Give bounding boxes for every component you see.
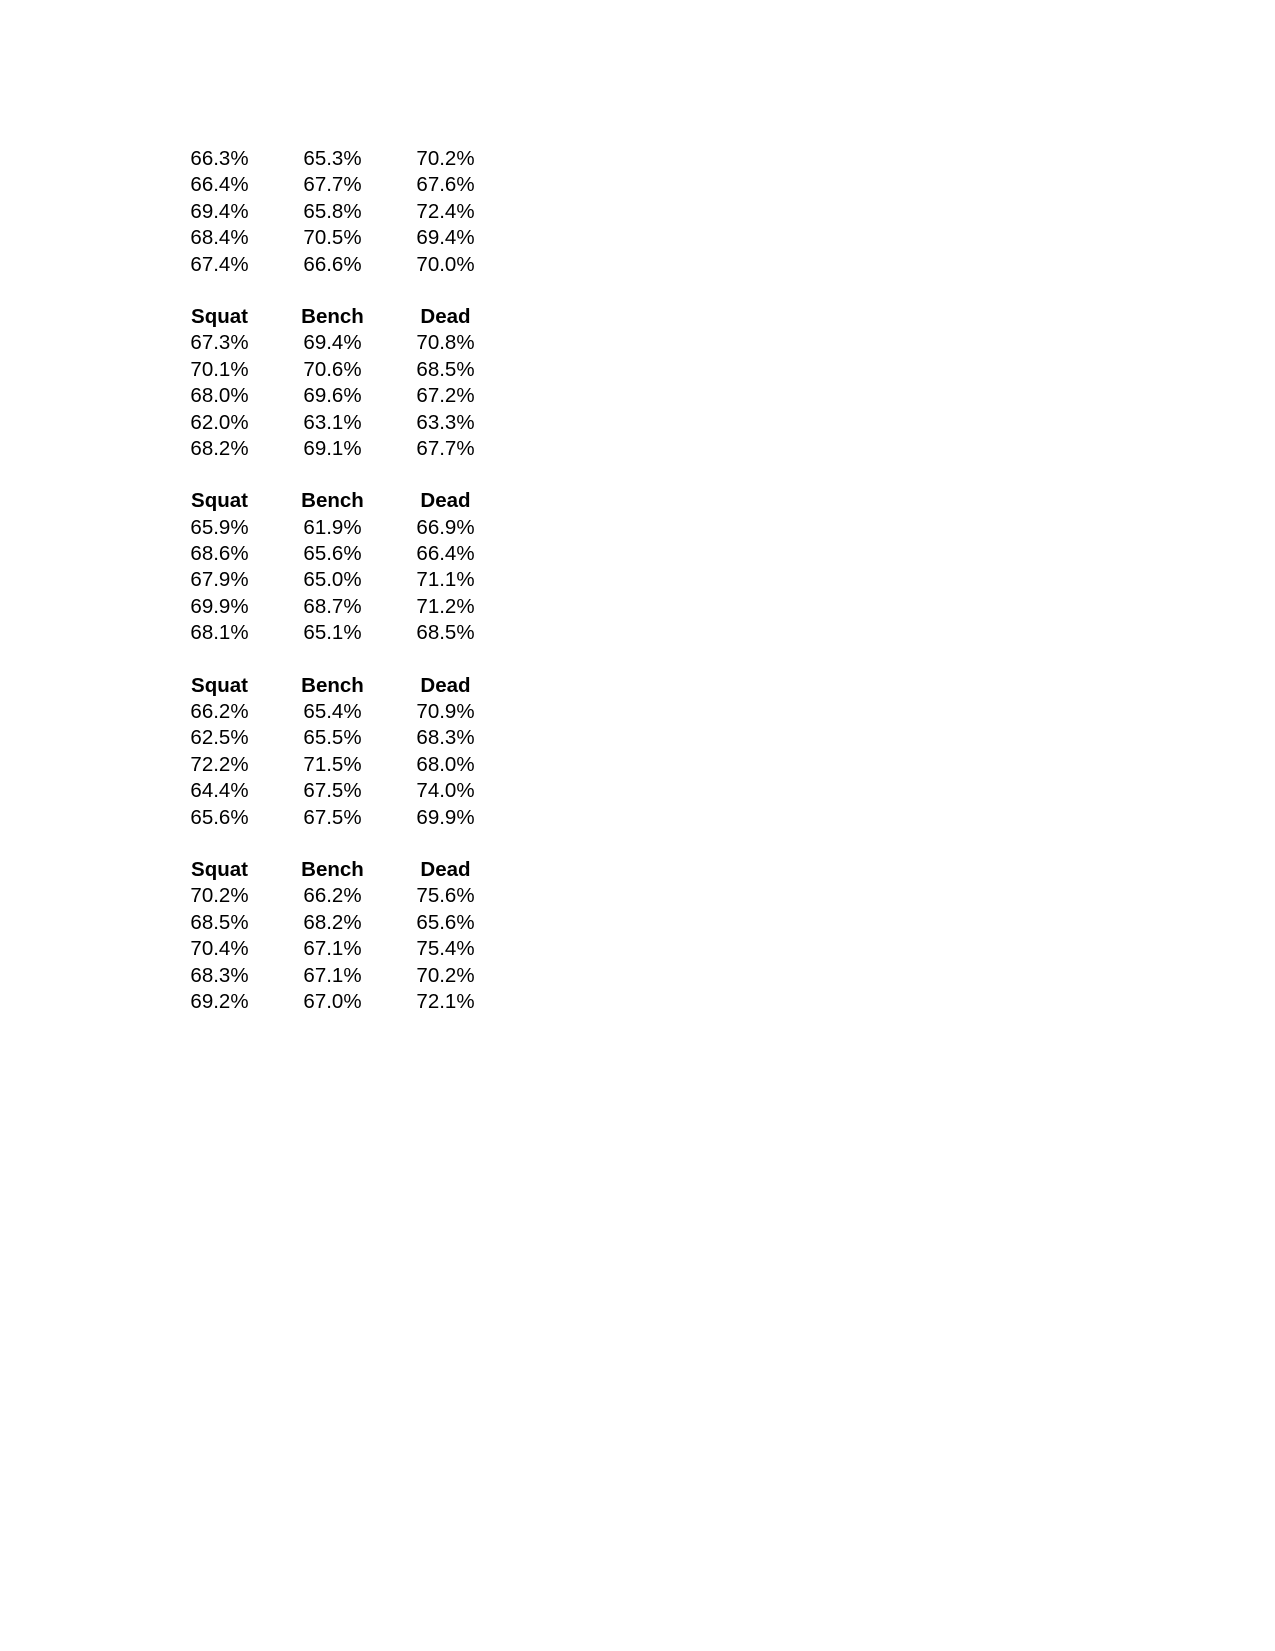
table-cell: 68.0% (416, 752, 475, 776)
table-cell: 69.9% (416, 805, 475, 829)
table-cell: 67.7% (416, 436, 475, 460)
table-cell: 70.5% (303, 226, 362, 250)
table-cell: 71.2% (416, 594, 475, 618)
table-cell: 75.6% (416, 884, 475, 908)
table-block (163, 673, 523, 831)
table-row (163, 567, 523, 593)
table-cell: 70.4% (190, 937, 249, 961)
table-cell: 69.2% (190, 989, 249, 1013)
table-row (163, 330, 523, 356)
percentage-table (163, 146, 523, 1015)
table-cell: 66.9% (416, 515, 475, 539)
table-cell: 68.7% (303, 594, 362, 618)
table-cell: 67.3% (190, 331, 249, 355)
table-row (163, 436, 523, 462)
table-cell: 65.6% (416, 910, 475, 934)
table-cell: 68.4% (190, 226, 249, 250)
column-header: Dead (420, 489, 471, 513)
table-cell: 69.4% (303, 331, 362, 355)
table-cell: 70.6% (303, 357, 362, 381)
column-header: Bench (301, 304, 364, 328)
table-cell: 65.8% (303, 199, 362, 223)
table-row (163, 910, 523, 936)
table-cell: 70.1% (190, 357, 249, 381)
table-cell: 68.0% (190, 384, 249, 408)
table-row (163, 883, 523, 909)
column-header: Bench (301, 857, 364, 881)
table-cell: 66.4% (190, 173, 249, 197)
table-cell: 70.2% (416, 147, 475, 170)
table-cell: 70.0% (416, 252, 475, 276)
table-cell: 69.9% (190, 594, 249, 618)
table-cell: 66.3% (190, 147, 249, 170)
table-row (163, 225, 523, 251)
table-cell: 66.4% (416, 542, 475, 566)
table-cell: 68.1% (190, 621, 249, 645)
table-block (163, 488, 523, 646)
header-row (163, 488, 523, 514)
table-cell: 70.9% (416, 700, 475, 724)
table-row (163, 515, 523, 541)
table-cell: 65.9% (190, 515, 249, 539)
table-cell: 67.2% (416, 384, 475, 408)
table-row (163, 620, 523, 646)
table-row (163, 252, 523, 278)
table-cell: 69.1% (303, 436, 362, 460)
table-cell: 61.9% (303, 515, 362, 539)
table-cell: 72.2% (190, 752, 249, 776)
table-cell: 71.5% (303, 752, 362, 776)
table-cell: 65.0% (303, 568, 362, 592)
column-header: Bench (301, 673, 364, 697)
table-row (163, 778, 523, 804)
table-cell: 69.4% (416, 226, 475, 250)
table-cell: 66.2% (303, 884, 362, 908)
table-cell: 69.4% (190, 199, 249, 223)
table-cell: 67.1% (303, 937, 362, 961)
table-cell: 69.6% (303, 384, 362, 408)
table-cell: 74.0% (416, 779, 475, 803)
table-cell: 65.6% (303, 542, 362, 566)
table-cell: 64.4% (190, 779, 249, 803)
table-block (163, 146, 523, 278)
table-cell: 67.7% (303, 173, 362, 197)
table-cell: 75.4% (416, 937, 475, 961)
column-header: Dead (420, 673, 471, 697)
table-row (163, 594, 523, 620)
table-cell: 68.3% (416, 726, 475, 750)
table-cell: 68.6% (190, 542, 249, 566)
header-row (163, 304, 523, 330)
table-cell: 68.5% (190, 910, 249, 934)
table-row (163, 383, 523, 409)
table-cell: 72.1% (416, 989, 475, 1013)
column-header: Squat (191, 489, 248, 513)
table-cell: 67.1% (303, 963, 362, 987)
table-row (163, 963, 523, 989)
table-cell: 62.0% (190, 410, 249, 434)
table-cell: 67.9% (190, 568, 249, 592)
table-cell: 68.5% (416, 621, 475, 645)
table-row (163, 725, 523, 751)
table-cell: 67.5% (303, 805, 362, 829)
table-row (163, 357, 523, 383)
table-cell: 65.1% (303, 621, 362, 645)
table-row (163, 699, 523, 725)
table-row (163, 989, 523, 1015)
table-cell: 63.1% (303, 410, 362, 434)
table-row (163, 752, 523, 778)
column-header: Squat (191, 673, 248, 697)
table-cell: 68.5% (416, 357, 475, 381)
table-row (163, 541, 523, 567)
column-header: Squat (191, 857, 248, 881)
column-header: Squat (191, 304, 248, 328)
table-row (163, 146, 523, 172)
column-header: Dead (420, 857, 471, 881)
header-row (163, 673, 523, 699)
table-cell: 68.2% (303, 910, 362, 934)
table-cell: 70.8% (416, 331, 475, 355)
column-header: Bench (301, 489, 364, 513)
table-cell: 63.3% (416, 410, 475, 434)
table-cell: 67.0% (303, 989, 362, 1013)
table-cell: 68.3% (190, 963, 249, 987)
header-row (163, 857, 523, 883)
table-row (163, 805, 523, 831)
table-cell: 66.6% (303, 252, 362, 276)
table-row (163, 410, 523, 436)
table-cell: 68.2% (190, 436, 249, 460)
table-row (163, 199, 523, 225)
table-block (163, 857, 523, 1015)
table-cell: 67.5% (303, 779, 362, 803)
table-block (163, 304, 523, 462)
table-cell: 65.4% (303, 700, 362, 724)
table-cell: 62.5% (190, 726, 249, 750)
table-cell: 65.3% (303, 147, 362, 170)
table-cell: 67.6% (416, 173, 475, 197)
table-cell: 65.6% (190, 805, 249, 829)
table-row (163, 936, 523, 962)
table-cell: 65.5% (303, 726, 362, 750)
table-cell: 72.4% (416, 199, 475, 223)
column-header: Dead (420, 304, 471, 328)
table-cell: 70.2% (190, 884, 249, 908)
table-cell: 66.2% (190, 700, 249, 724)
table-row (163, 172, 523, 198)
table-cell: 71.1% (416, 568, 475, 592)
table-cell: 67.4% (190, 252, 249, 276)
table-cell: 70.2% (416, 963, 475, 987)
